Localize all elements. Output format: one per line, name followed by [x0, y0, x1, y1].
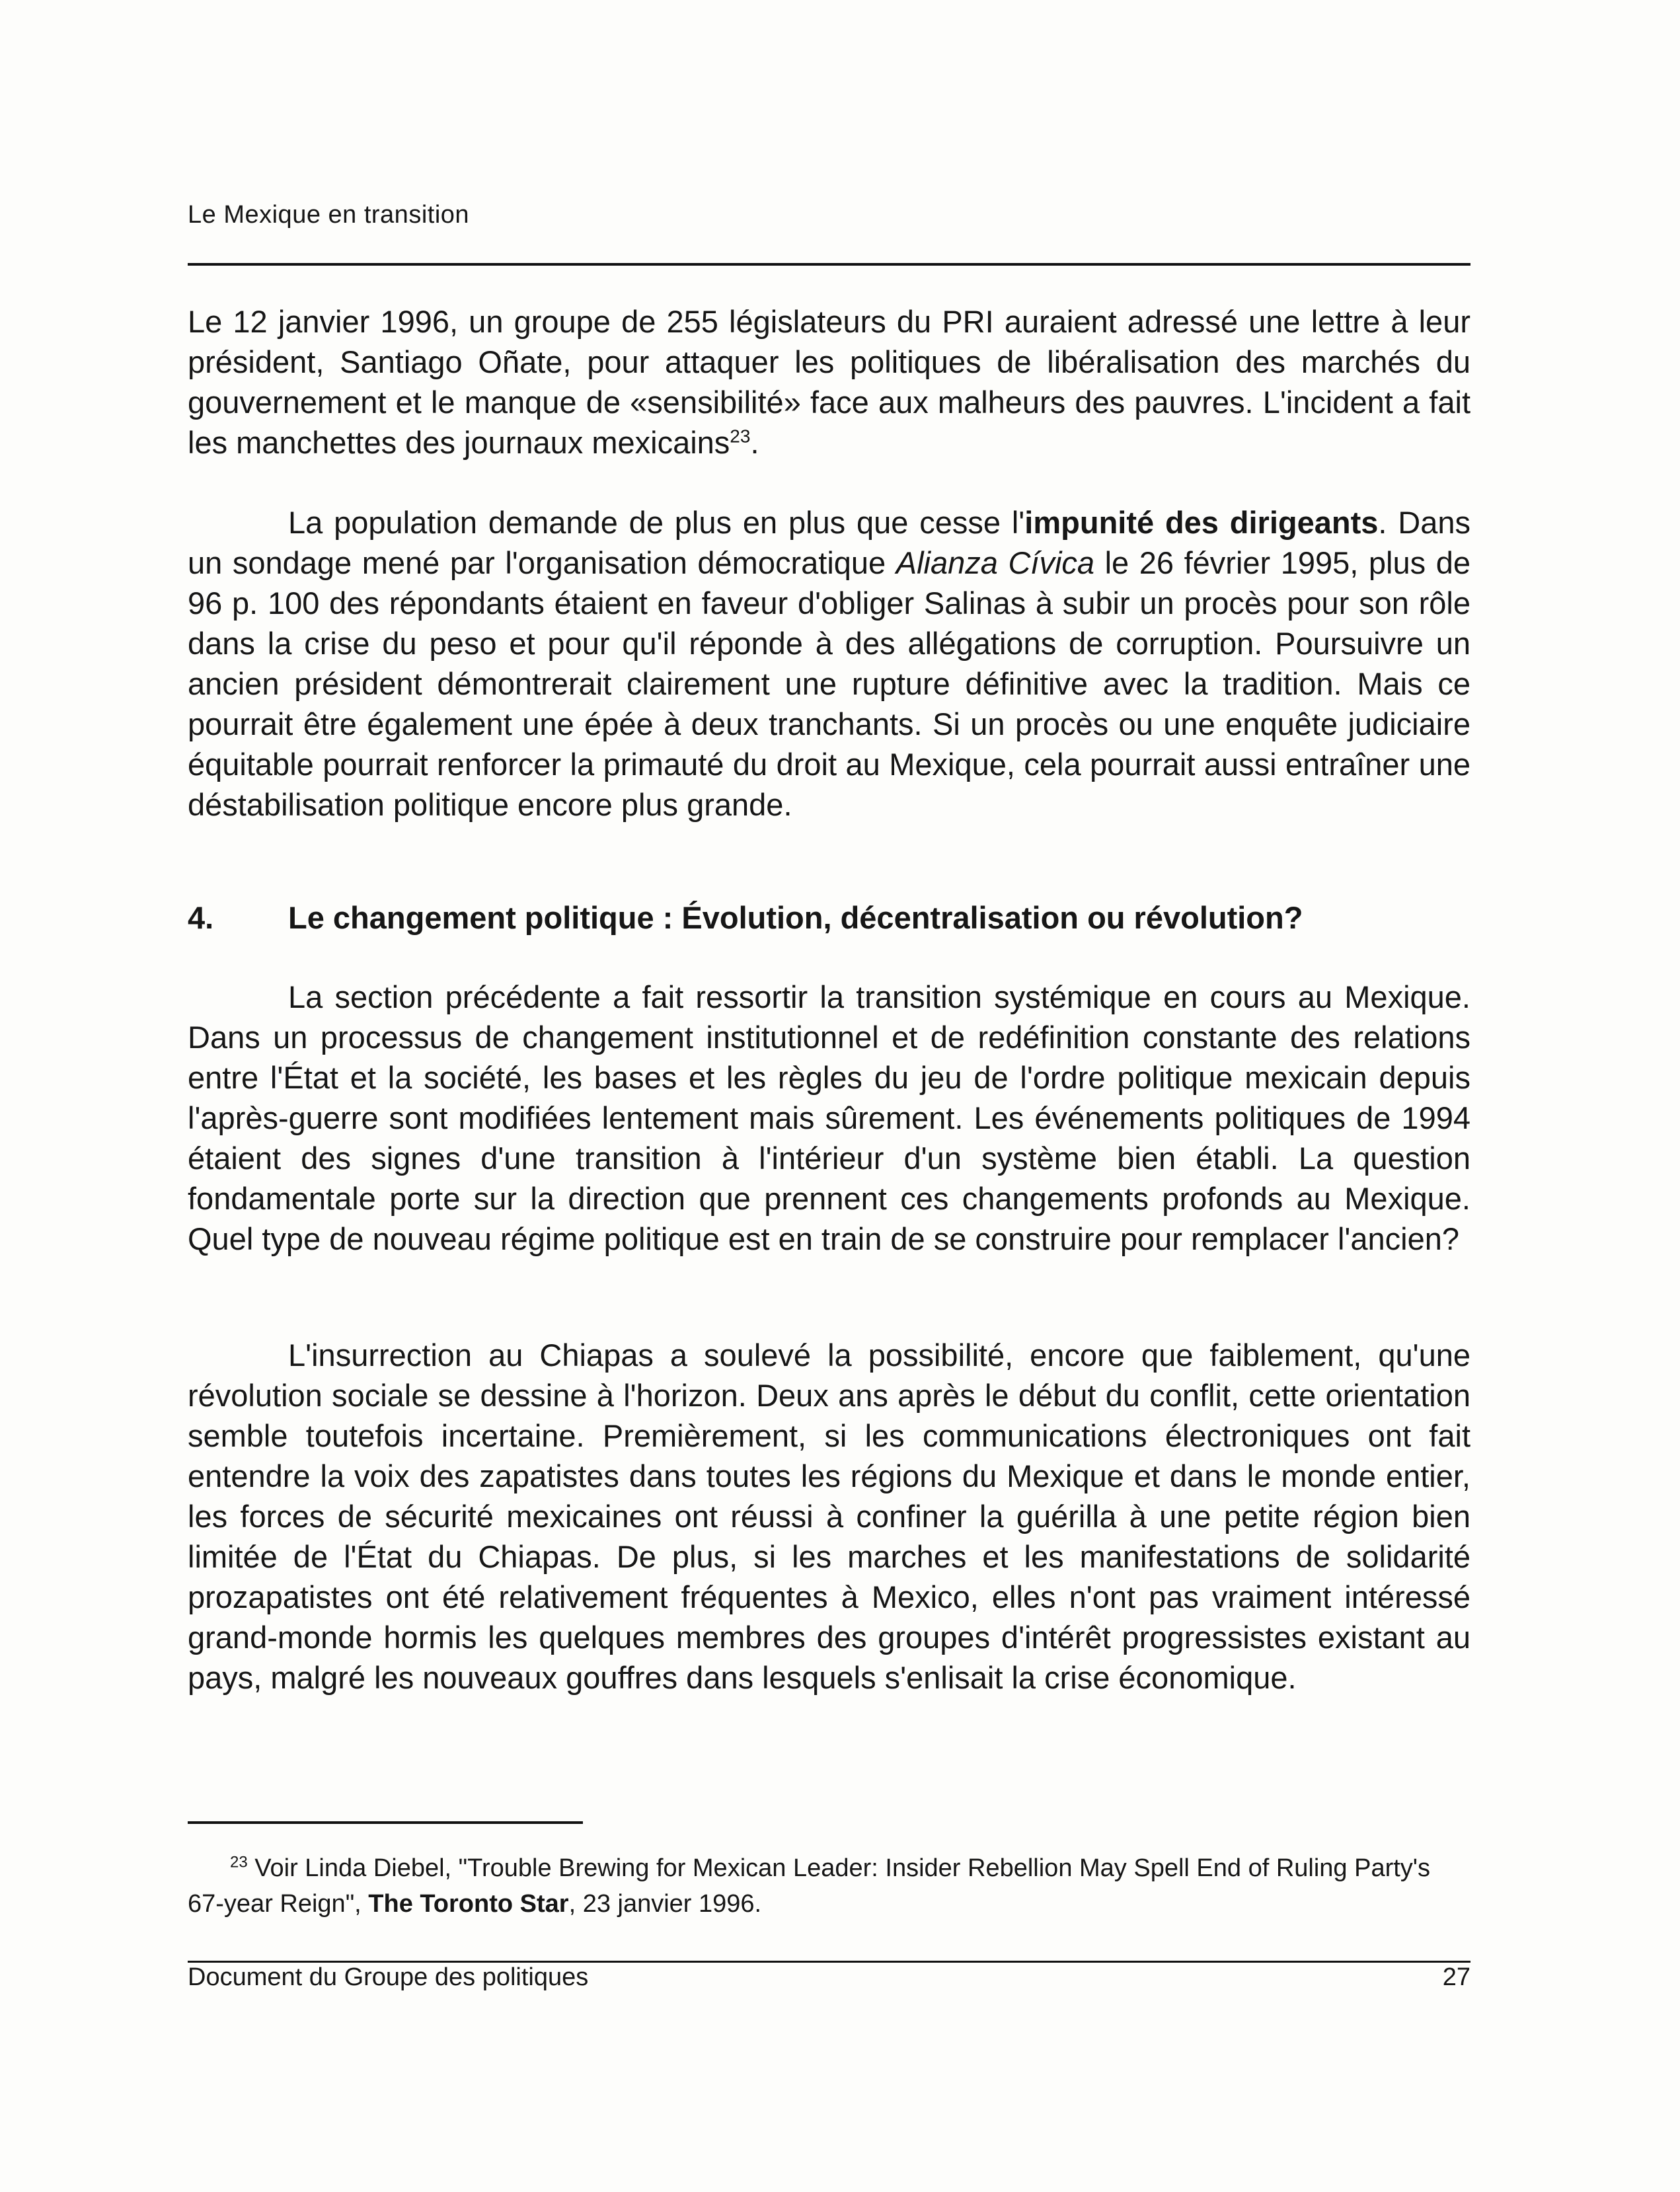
footnote-text-a: Voir Linda Diebel, "Trouble Brewing for Mexican Leader: Insider Rebellion May Spell End of Ruling Party's 67-year Reign",: [188, 1854, 1431, 1918]
footnote-separator: [188, 1821, 583, 1824]
section-title: Le changement politique : Évolution, décentralisation ou révolution?: [288, 900, 1303, 935]
section-number: 4.: [188, 900, 214, 935]
paragraph-1: [188, 301, 1470, 463]
paragraph-2-italic-name: Alianza Cívica: [896, 545, 1095, 580]
header-rule: [188, 263, 1470, 266]
footnote-23: [188, 1850, 1470, 1922]
paragraph-2-text-c: le 26 février 1995, plus de 96 p. 100 des répondants étaient en faveur d'obliger Salinas à subir un procès pour son rôle dans la crise du peso et pour qu'il réponde à des allégations de corruption. Poursuivre un ancien président démontrerait clairement une rupture définitive avec la tradition. Mais ce pourrait être également une épée à deux tranchants. Si un procès ou une enquête judiciaire équitable pourrait renforcer la primauté du droit au Mexique, cela pourrait aussi entraîner une déstabilisation politique encore plus grande.: [188, 545, 1470, 822]
running-header: Le Mexique en transition: [188, 201, 470, 229]
footnote-number: 23: [230, 1853, 248, 1871]
section-heading: [188, 897, 1470, 938]
footnote-text-b: , 23 janvier 1996.: [568, 1890, 762, 1918]
paragraph-4-text: L'insurrection au Chiapas a soulevé la possibilité, encore que faiblement, qu'une révolution sociale se dessine à l'horizon. Deux ans après le début du conflit, cette orientation semble toutefois incertaine. Premièrement, si les communications électroniques ont fait entendre la voix des zapatistes dans toutes les régions du Mexique et dans le monde entier, les forces de sécurité mexicaines ont réussi à confiner la guérilla à une petite région bien limitée de l'État du Chiapas. De plus, si les marches et les manifestations de solidarité prozapatistes ont été relativement fréquentes à Mexico, elles n'ont pas vraiment intéressé grand-monde hormis les quelques membres des groupes d'intérêt progressistes existant au pays, malgré les nouveaux gouffres dans lesquels s'enlisait la crise économique.: [188, 1338, 1470, 1695]
paragraph-2-text-a: La population demande de plus en plus que cesse l': [288, 505, 1025, 540]
footer-publication: Document du Groupe des politiques: [188, 1963, 589, 1991]
page-number: 27: [1442, 1963, 1470, 1991]
paragraph-2-bold-phrase: impunité des dirigeants: [1024, 505, 1379, 540]
paragraph-1-end: .: [750, 425, 759, 460]
paragraph-2: [188, 502, 1470, 825]
paragraph-2-text-b: . Dans un sondage mené par l'organisation démocratique: [188, 505, 1471, 580]
paragraph-1-text: Le 12 janvier 1996, un groupe de 255 législateurs du PRI auraient adressé une lettre à leur président, Santiago Oñate, pour attaquer les politiques de libéralisation des marchés du gouvernement et le manque de «sensibilité» face aux malheurs des pauvres. L'incident a fait les manchettes des journaux mexicains: [188, 304, 1470, 460]
footer-rule: [188, 1961, 1470, 1963]
paragraph-3-text: La section précédente a fait ressortir la transition systémique en cours au Mexique. Dans un processus de changement institutionnel et de redéfinition constante des relations entre l'État et la société, les bases et les règles du jeu de l'ordre politique mexicain depuis l'après-guerre sont modifiées lentement mais sûrement. Les événements politiques de 1994 étaient des signes d'une transition à l'intérieur d'un système bien établi. La question fondamentale porte sur la direction que prennent ces changements profonds au Mexique. Quel type de nouveau régime politique est en train de se construire pour remplacer l'ancien?: [188, 979, 1470, 1256]
footnote-reference[interactable]: 23: [730, 426, 751, 447]
paragraph-3: [188, 977, 1470, 1259]
footnote-source: The Toronto Star: [368, 1890, 569, 1918]
paragraph-4: [188, 1335, 1470, 1698]
